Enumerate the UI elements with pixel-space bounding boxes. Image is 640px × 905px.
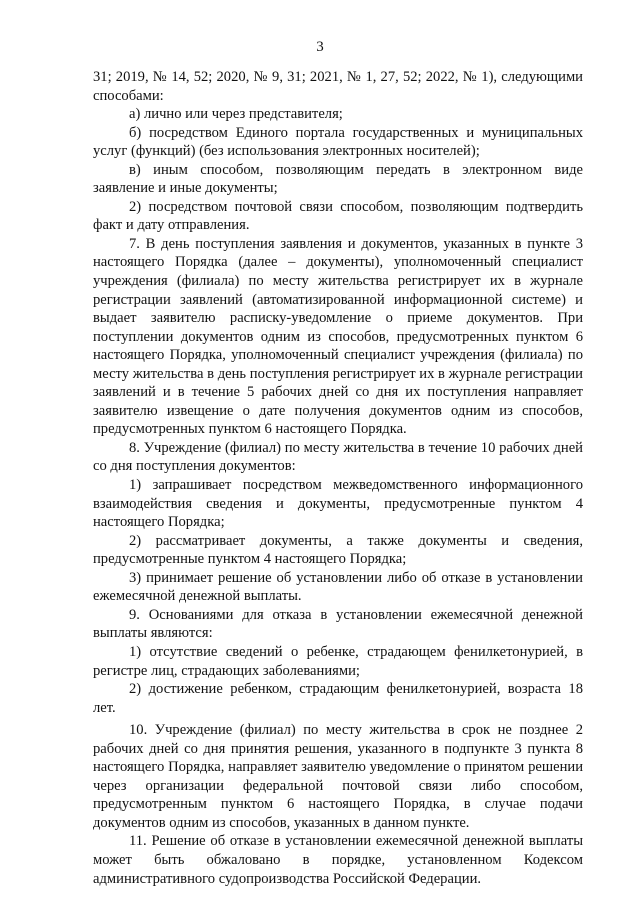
paragraph: 2) рассматривает документы, а также документы и сведения, предусмотренные пунктом 4 настоящего Порядка; [93,532,583,568]
paragraph: 8. Учреждение (филиал) по месту жительства в течение 10 рабочих дней со дня поступления документов: [93,439,583,475]
paragraph: 7. В день поступления заявления и документов, указанных в пункте 3 настоящего Порядка (далее – документы), уполномоченный специалист учреждения (филиала) по месту жительства регистрирует их в журнале регистрации заявлений (автоматизированной информационной системе) и выдает заявителю расписку-уведомление о приеме документов. При поступлении документов одним из способов, предусмотренных пунктом 6 настоящего Порядка, уполномоченный специалист учреждения (филиала) по месту жительства в день поступления регистрирует их в журнале регистрации заявлений и в течение 5 рабочих дней со дня их поступления направляет заявителю извещение о дате получения документов одним из способов, предусмотренных пунктом 6 настоящего Порядка. [93,235,583,438]
paragraph: 2) посредством почтовой связи способом, позволяющим подтвердить факт и дату отправления. [93,198,583,234]
paragraph: 1) отсутствие сведений о ребенке, страдающем фенилкетонурией, в регистре лиц, страдающих заболеваниями; [93,643,583,679]
paragraph: 3) принимает решение об установлении либо об отказе в установлении ежемесячной денежной выплаты. [93,569,583,605]
paragraph: 2) достижение ребенком, страдающим фенилкетонурией, возраста 18 лет. [93,681,583,716]
paragraph: 10. Учреждение (филиал) по месту жительства в срок не позднее 2 рабочих дней со дня принятия решения, указанного в подпункте 3 пункта 8 настоящего Порядка, направляет заявителю уведомление о принятом решении через организации федеральной почтовой связи либо способом, предусмотренным пунктом 6 настоящего Порядка, в случае подачи документов одним из способов, указанных в данном пункте. [93,722,583,831]
document-body [93,68,583,888]
paragraph: 9. Основаниями для отказа в установлении ежемесячной денежной выплаты являются: [93,606,583,642]
paragraph: 11. Решение об отказе в установлении ежемесячной денежной выплаты может быть обжаловано в порядке, установленном Кодексом административного судопроизводства Российской Федерации. [93,833,583,887]
paragraph: б) посредством Единого портала государственных и муниципальных услуг (функций) (без использования электронных носителей); [93,124,583,160]
page-number: 3 [316,39,324,55]
paragraph: 1) запрашивает посредством межведомственного информационного взаимодействия сведения и документы, предусмотренные пунктом 4 настоящего Порядка; [93,477,583,531]
paragraph: в) иным способом, позволяющим передать в электронном виде заявление и иные документы; [93,161,583,197]
paragraph: 31; 2019, № 14, 52; 2020, № 9, 31; 2021, № 1, 27, 52; 2022, № 1), следующими способами: [93,69,583,104]
paragraph: а) лично или через представителя; [129,106,343,123]
